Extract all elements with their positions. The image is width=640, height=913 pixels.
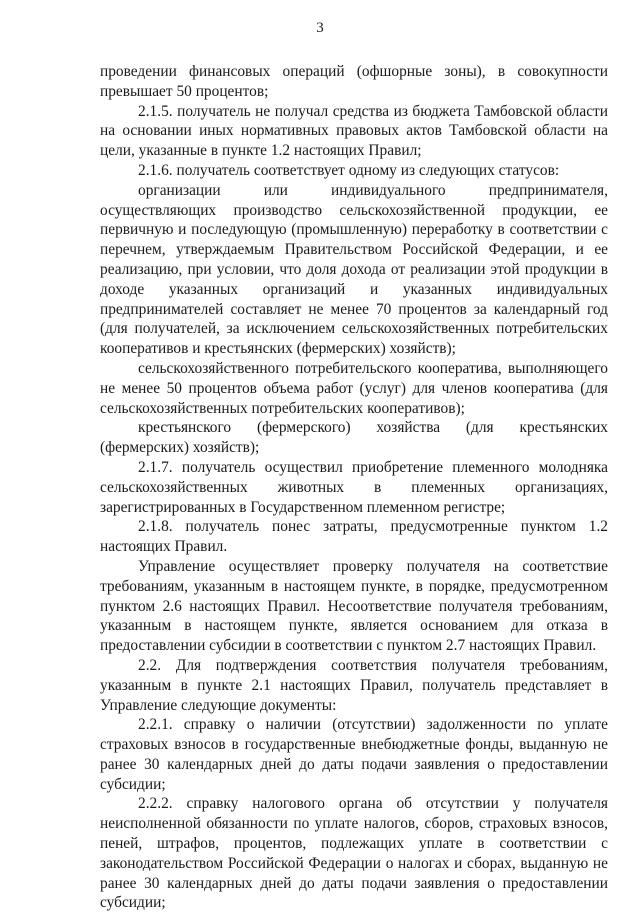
- paragraph-status-organization: организации или индивидуального предпринимателя, осуществляющих производство сельскохозяйственной продукции, ее первичную и последующую (промышленную) переработку в соответствии с перечнем, утверждаемым Правительством Российской Федерации, и ее реализацию, при условии, что доля дохода от реализации этой продукции в доходе указанных организаций и указанных индивидуальных предпринимателей составляет не менее 70 процентов за календарный год (для получателей, за исключением сельскохозяйственных потребительских кооперативов и крестьянских (фермерских) хозяйств);: [100, 181, 608, 358]
- paragraph-2-2-1: 2.2.1. справку о наличии (отсутствии) задолженности по уплате страховых взносов в государственные внебюджетные фонды, выданную не ранее 30 календарных дней до даты подачи заявления о предоставлении субсидии;: [100, 716, 608, 793]
- paragraph-2-2: 2.2. Для подтверждения соответствия получателя требованиям, указанным в пункте 2.1 настоящих Правил, получатель представляет в Управление следующие документы:: [100, 656, 608, 714]
- page-number: 3: [316, 20, 324, 36]
- paragraph-verification: Управление осуществляет проверку получателя на соответствие требованиям, указанным в настоящем пункте, в порядке, предусмотренном пунктом 2.6 настоящих Правил. Несоответствие получателя требованиям, указанным в настоящем пункте, является основанием для отказа в предоставлении субсидии в соответствии с пунктом 2.7 настоящих Правил.: [100, 557, 608, 655]
- paragraph-2-2-2: 2.2.2. справку налогового органа об отсутствии у получателя неисполненной обязанности по уплате налогов, сборов, страховых взносов, пеней, штрафов, процентов, подлежащих уплате в соответствии с законодательством Российской Федерации о налогах и сборах, выданную не ранее 30 календарных дней до даты подачи заявления о предоставлении субсидии;: [100, 795, 608, 912]
- paragraph-status-cooperative: сельскохозяйственного потребительского кооператива, выполняющего не менее 50 процентов объема работ (услуг) для членов кооператива (для сельскохозяйственных потребительских кооперативов);: [100, 359, 608, 417]
- paragraph-2-1-6: 2.1.6. получатель соответствует одному из следующих статусов:: [138, 161, 560, 179]
- paragraph-2-1-8: 2.1.8. получатель понес затраты, предусмотренные пунктом 1.2 настоящих Правил.: [100, 518, 608, 556]
- paragraph-status-farm: крестьянского (фермерского) хозяйства (для крестьянских (фермерских) хозяйств);: [100, 419, 608, 457]
- document-body: [100, 62, 608, 913]
- paragraph-2-1-7: 2.1.7. получатель осуществил приобретение племенного молодняка сельскохозяйственных животных в племенных организациях, зарегистрированных в Государственном племенном регистре;: [100, 458, 608, 516]
- paragraph-2-1-5: 2.1.5. получатель не получал средства из бюджета Тамбовской области на основании иных нормативных правовых актов Тамбовской области на цели, указанные в пункте 1.2 настоящих Правил;: [100, 102, 608, 160]
- paragraph-continuation: проведении финансовых операций (офшорные зоны), в совокупности превышает 50 процентов;: [100, 63, 608, 100]
